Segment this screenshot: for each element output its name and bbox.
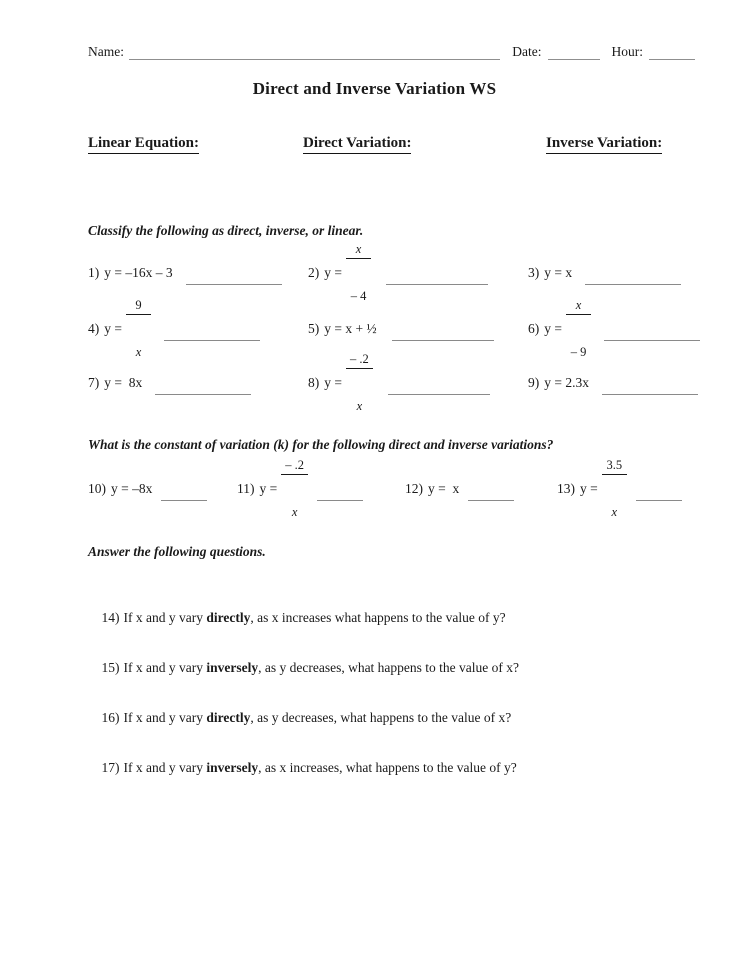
problem-10-equation: y = –8x xyxy=(111,481,153,496)
problem-4-number: 4) xyxy=(88,321,100,336)
fraction-denominator: – 9 xyxy=(570,345,587,360)
problem-9-equation: y = 2.3x xyxy=(544,375,589,390)
question-17-number: 17) xyxy=(101,760,120,775)
fraction-numerator: 9 xyxy=(126,298,151,315)
problem-11-answer-blank xyxy=(317,500,363,501)
problem-3 xyxy=(528,250,681,296)
problem-5-answer-blank xyxy=(392,340,494,341)
problem-3-equation: y = x xyxy=(544,265,573,280)
fraction-numerator: – .2 xyxy=(346,352,373,369)
header-row xyxy=(88,40,695,60)
question-17 xyxy=(88,744,517,792)
problem-7-answer-blank xyxy=(155,394,251,395)
problem-3-number: 3) xyxy=(528,265,540,280)
problem-4 xyxy=(88,298,260,360)
heading-direct-variation: Direct Variation: xyxy=(303,135,411,154)
problem-1-number: 1) xyxy=(88,265,100,280)
fraction-denominator: x xyxy=(135,345,142,360)
fraction-denominator: x xyxy=(356,399,363,414)
constant-k-instruction: What is the constant of variation (k) for the following direct and inverse variations? xyxy=(88,437,554,452)
problem-6-equation: y = xyxy=(544,321,562,336)
problem-12 xyxy=(405,466,514,512)
problem-5-number: 5) xyxy=(308,321,320,336)
fraction-denominator: – 4 xyxy=(350,289,367,304)
question-16-text-post: , as y decreases, what happens to the value of x? xyxy=(250,710,512,725)
problem-12-equation: y = x xyxy=(428,481,460,496)
question-16-number: 16) xyxy=(101,710,120,725)
date-label: Date: xyxy=(512,44,542,59)
name-blank-line xyxy=(129,43,500,60)
fraction-numerator: x xyxy=(346,242,371,259)
question-15-keyword: inversely xyxy=(206,660,259,675)
problem-6-answer-blank xyxy=(604,340,700,341)
question-17-keyword: inversely xyxy=(206,760,259,775)
problem-12-number: 12) xyxy=(405,481,423,496)
question-15-text-pre: If x and y vary xyxy=(123,660,207,675)
page-title: Direct and Inverse Variation WS xyxy=(252,79,497,98)
problem-1-answer-blank xyxy=(186,284,282,285)
problem-5-equation: y = x + ½ xyxy=(324,321,377,336)
problem-13-number: 13) xyxy=(557,481,575,496)
question-14-text-post: , as x increases what happens to the value of y? xyxy=(250,610,506,625)
problem-5 xyxy=(308,306,494,352)
problem-7 xyxy=(88,360,251,406)
problem-2-number: 2) xyxy=(308,265,320,280)
problem-6-number: 6) xyxy=(528,321,540,336)
problem-13-equation: y = xyxy=(580,481,598,496)
problem-2 xyxy=(308,242,488,304)
problem-4-equation: y = xyxy=(104,321,122,336)
problem-11-fraction xyxy=(281,429,308,550)
problem-8 xyxy=(308,352,490,414)
problem-9 xyxy=(528,360,698,406)
problem-8-answer-blank xyxy=(388,394,490,395)
problem-4-answer-blank xyxy=(164,340,260,341)
problem-13-answer-blank xyxy=(636,500,682,501)
name-label: Name: xyxy=(88,44,124,59)
question-15-text-post: , as y decreases, what happens to the value of x? xyxy=(258,660,520,675)
fraction-denominator: x xyxy=(611,505,618,520)
problem-7-equation: y = 8x xyxy=(104,375,143,390)
problem-7-number: 7) xyxy=(88,375,100,390)
heading-linear-equation: Linear Equation: xyxy=(88,135,199,154)
problem-9-number: 9) xyxy=(528,375,540,390)
problem-11-equation: y = xyxy=(259,481,278,496)
problem-10-number: 10) xyxy=(88,481,106,496)
fraction-numerator: – .2 xyxy=(281,458,308,475)
classify-instruction: Classify the following as direct, inverse, or linear. xyxy=(88,223,364,238)
question-14 xyxy=(88,594,506,642)
question-15 xyxy=(88,644,519,692)
question-14-text-pre: If x and y vary xyxy=(123,610,207,625)
problem-11 xyxy=(237,458,363,520)
question-14-number: 14) xyxy=(101,610,120,625)
problem-13 xyxy=(557,458,682,520)
problem-6 xyxy=(528,298,700,360)
question-14-keyword: directly xyxy=(206,610,251,625)
date-blank-line xyxy=(548,43,600,60)
problem-2-equation: y = xyxy=(324,265,342,280)
problem-1-equation: y = –16x – 3 xyxy=(104,265,173,280)
problem-13-fraction xyxy=(602,429,627,550)
problem-8-fraction xyxy=(346,323,373,444)
hour-blank-line xyxy=(649,43,695,60)
question-16-text-pre: If x and y vary xyxy=(123,710,207,725)
question-16-keyword: directly xyxy=(206,710,251,725)
fraction-numerator: 3.5 xyxy=(602,458,627,475)
problem-9-answer-blank xyxy=(602,394,698,395)
fraction-numerator: x xyxy=(566,298,591,315)
problem-8-equation: y = xyxy=(324,375,342,390)
problem-10-answer-blank xyxy=(161,500,207,501)
problem-1 xyxy=(88,250,282,296)
problem-12-answer-blank xyxy=(468,500,514,501)
problem-8-number: 8) xyxy=(308,375,320,390)
hour-label: Hour: xyxy=(611,44,643,59)
question-15-number: 15) xyxy=(101,660,120,675)
problem-3-answer-blank xyxy=(585,284,681,285)
question-17-text-pre: If x and y vary xyxy=(123,760,207,775)
question-17-text-post: , as x increases, what happens to the value of y? xyxy=(258,760,517,775)
questions-instruction: Answer the following questions. xyxy=(88,544,266,559)
problem-11-number: 11) xyxy=(237,481,255,496)
heading-inverse-variation: Inverse Variation: xyxy=(546,135,662,154)
fraction-denominator: x xyxy=(291,505,298,520)
problem-2-answer-blank xyxy=(386,284,488,285)
question-16 xyxy=(88,694,511,742)
problem-10 xyxy=(88,466,207,512)
